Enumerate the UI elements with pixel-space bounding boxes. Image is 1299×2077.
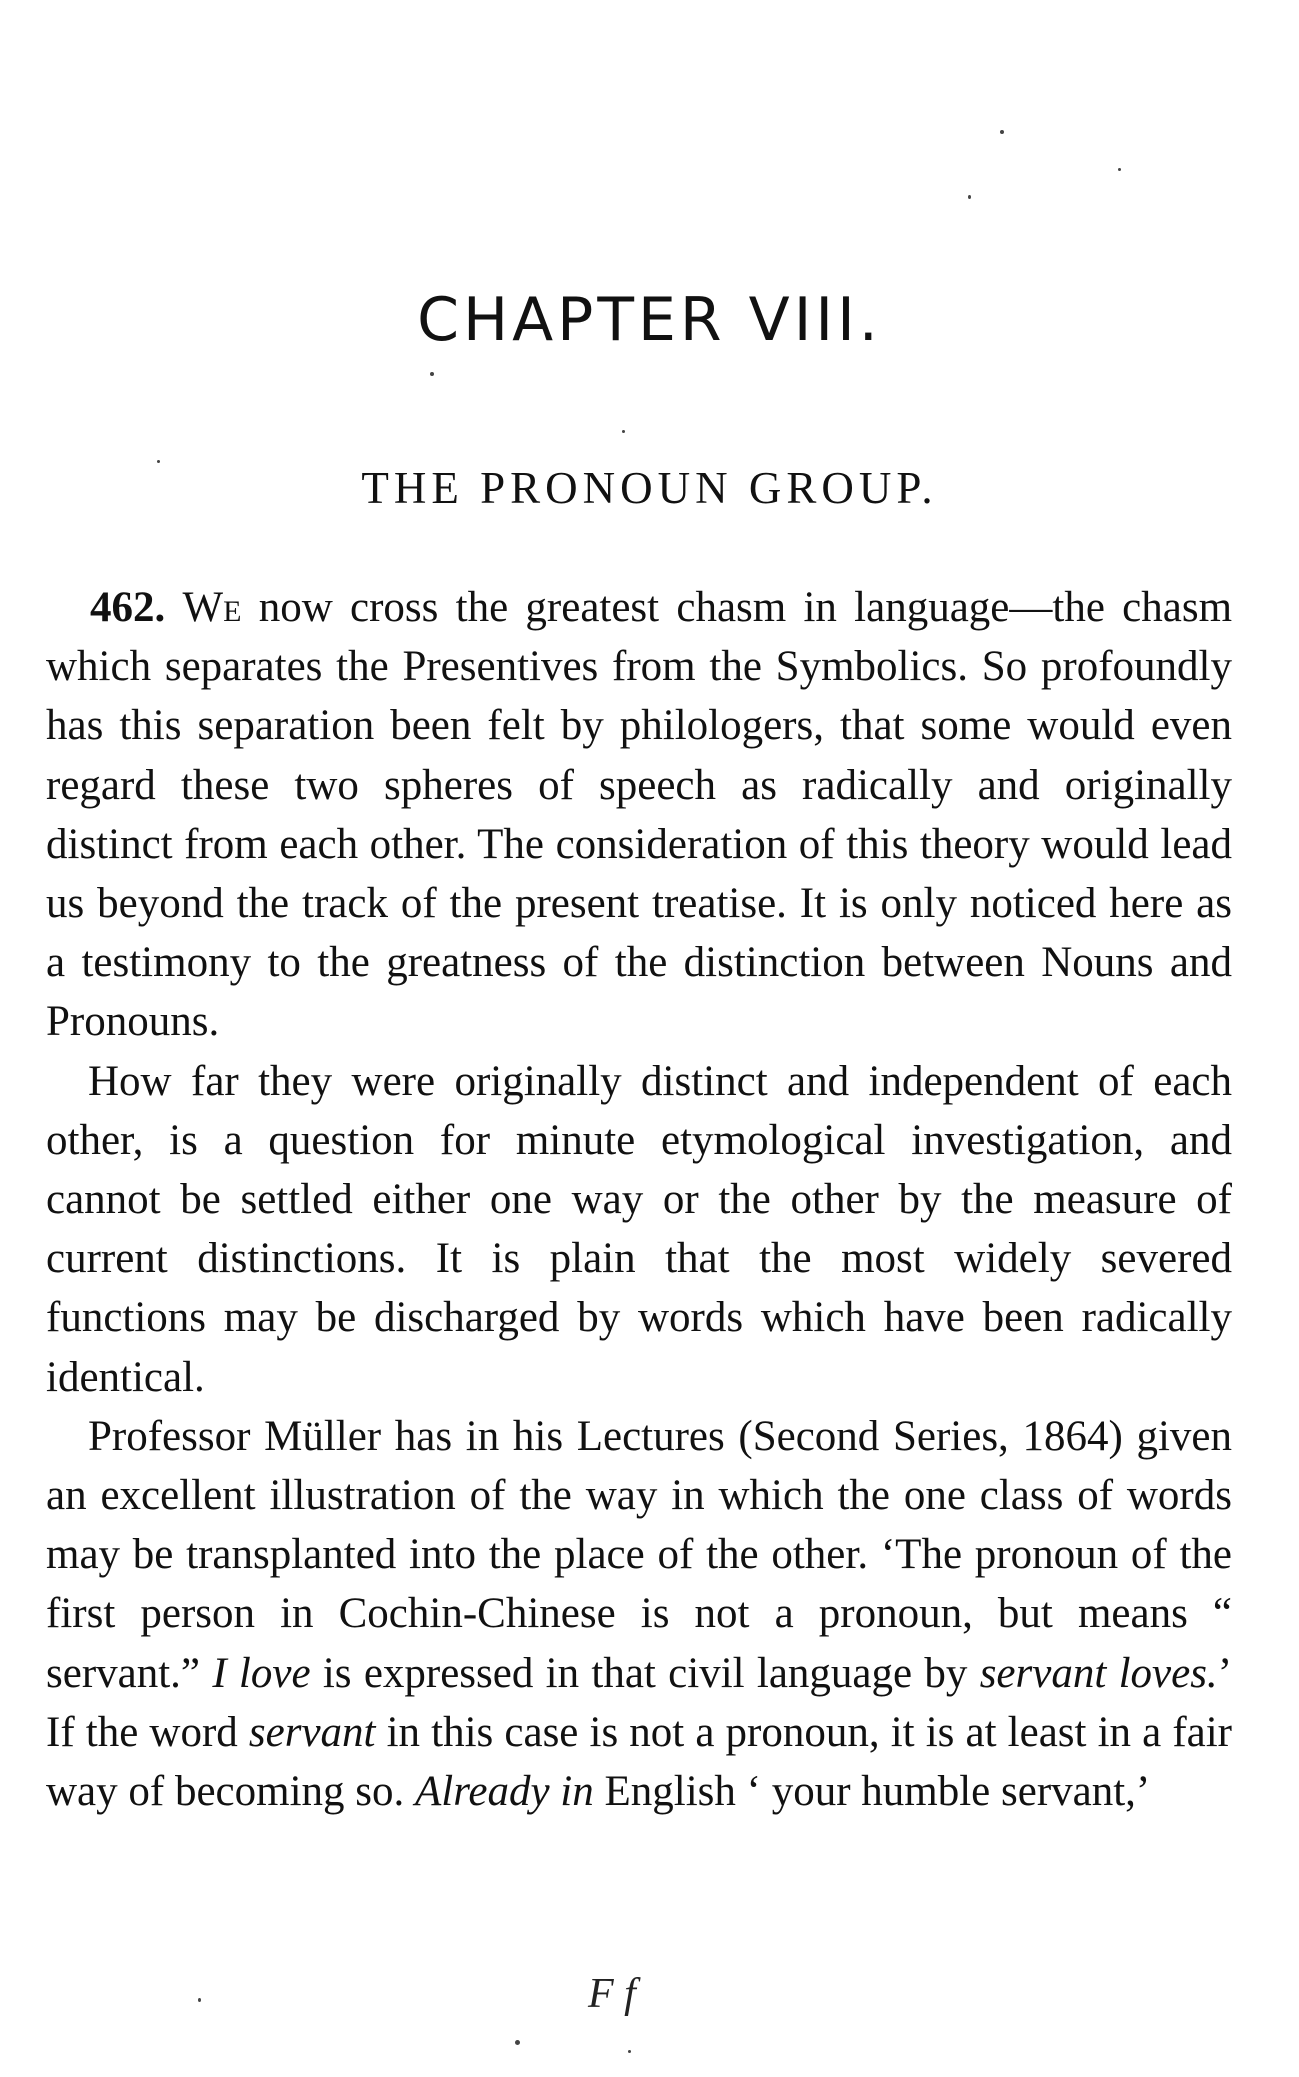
italic-phrase: servant (248, 1708, 376, 1756)
scan-speck (628, 2050, 631, 2053)
scan-speck (968, 195, 971, 199)
scan-speck (1118, 168, 1121, 171)
paragraph-text-part: is expressed in that civil language by (310, 1649, 980, 1697)
paragraph-3 (46, 1407, 1232, 1821)
body-text (46, 578, 1232, 1821)
scan-speck (515, 2040, 520, 2045)
paragraph-text: How far they were originally distinct and independent of each other, is a question for minute etymological investigation, and cannot be settled either one way or the other by the measure of current distinctions. It is plain that the most widely severed functions may be discharged by words which have been radically identical. (46, 1057, 1232, 1401)
italic-phrase: I love (212, 1649, 311, 1697)
italic-phrase: Already in (415, 1768, 594, 1816)
paragraph-text-part: English ‘ your humble servant,’ (593, 1768, 1151, 1816)
paragraph-text-part: ’ If the word (46, 1649, 1233, 1756)
paragraph-462 (46, 578, 1232, 1052)
scan-speck (198, 1998, 201, 2002)
chapter-heading: CHAPTER VIII. (417, 285, 882, 355)
paragraph-text-part: in this case is not a pronoun, it is at least in a fair way of becoming so. (46, 1708, 1232, 1816)
paragraph-number: 462. (90, 584, 166, 631)
section-title: THE PRONOUN GROUP. (361, 463, 938, 513)
paragraph-text-part: Professor Müller has in his Lectures (Second Series, 1864) given an excellent illustration of the way in which the one class of words may be transplanted into the place of the other. ‘The pronoun of the first person in Cochin-Chinese is not a pronoun, but means “ servant.” (46, 1412, 1232, 1697)
paragraph-2 (46, 1052, 1232, 1407)
scan-speck (157, 460, 160, 463)
scan-speck (622, 430, 625, 433)
scan-speck (430, 372, 434, 376)
scan-speck (1000, 130, 1004, 134)
italic-phrase: servant loves. (979, 1649, 1218, 1697)
paragraph-lead-word: We (182, 584, 242, 631)
signature-mark: F f (588, 1971, 636, 2017)
paragraph-text: now cross the greatest chasm in language—the chasm which separates the Presentives from the Symbolics. So profoundly has this separation been felt by philologers, that some would even regard these two spheres of speech as radically and originally distinct from each other. The consideration of this theory would lead us beyond the track of the present treatise. It is only noticed here as a testimony to the greatness of the distinction between Nouns and Pronouns. (46, 584, 1233, 1046)
